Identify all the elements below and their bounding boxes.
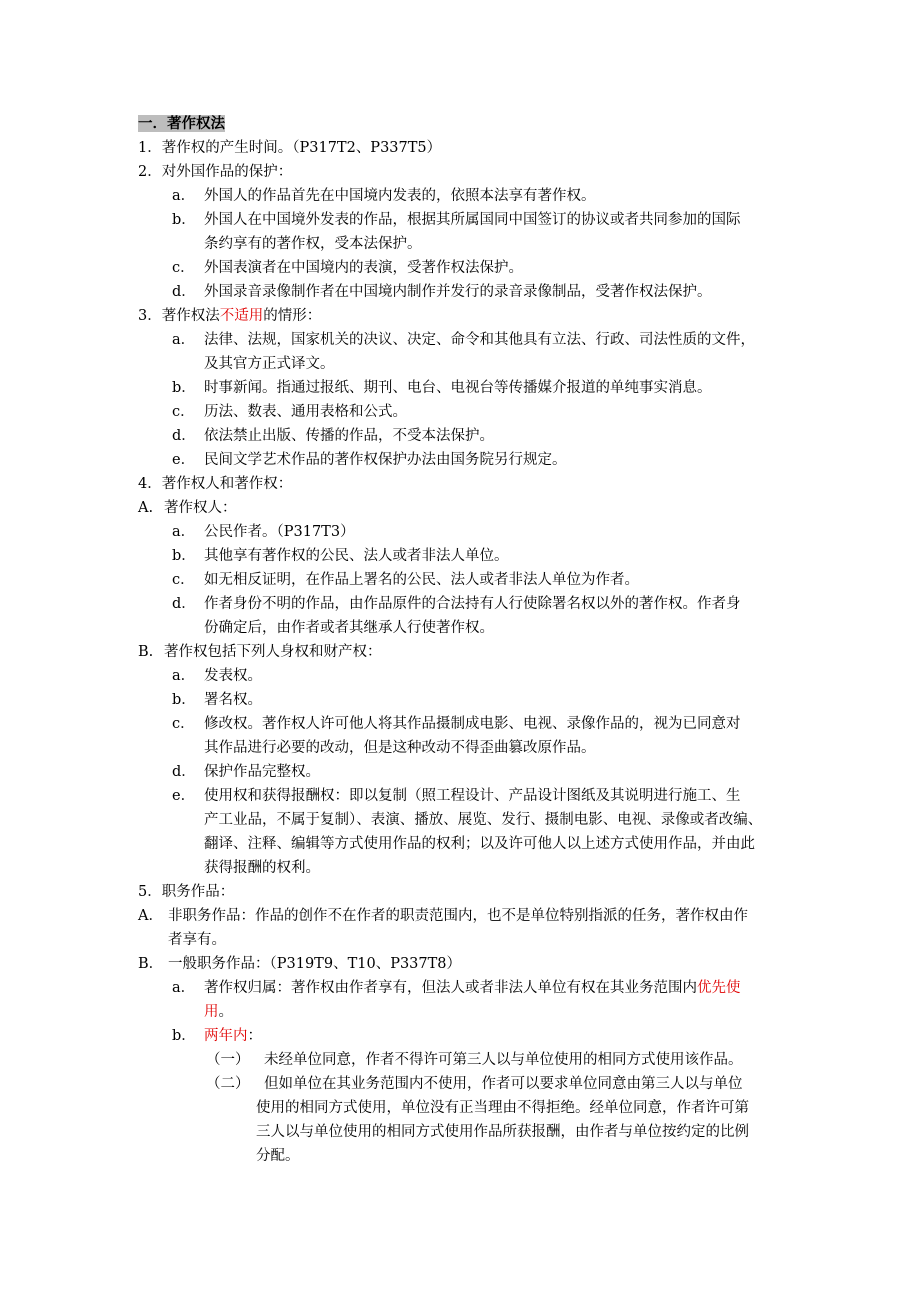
item-2a: a． 外国人的作品首先在中国境内发表的，依照本法享有著作权。 (172, 188, 596, 204)
item-2d: d． 外国录音录像制作者在中国境内制作并发行的录音录像制品，受著作权法保护。 (172, 284, 712, 300)
item-4Ac: c． 如无相反证明，在作品上署名的公民、法人或者非法人单位为作者。 (172, 572, 639, 588)
item-4Bd: d． 保护作品完整权。 (172, 764, 320, 780)
item-4Ba: a． 发表权。 (172, 668, 262, 684)
item-5A-cont: 者享有。 (168, 932, 226, 948)
item-3: 3．著作权法不适用的情形： (138, 308, 322, 324)
item-4Ad: d． 作者身份不明的作品，由作品原件的合法持有人行使除署名权以外的著作权。作者身 (172, 596, 741, 612)
item-2: 2．对外国作品的保护： (138, 164, 293, 180)
item-5A: A． 非职务作品：作品的创作不在作者的职责范围内，也不是单位特别指派的任务，著作权由作 (138, 908, 748, 924)
item-5Ba: a． 著作权归属：著作权由作者享有，但法人或者非法人单位有权在其业务范围内优先使 (172, 980, 741, 996)
item-4Bb: b． 署名权。 (172, 692, 262, 708)
item-5Bb-2-cont3: 分配。 (256, 1148, 300, 1164)
item-4Be-cont3: 获得报酬的权利。 (204, 860, 320, 876)
item-2b-cont: 条约享有的著作权，受本法保护。 (204, 236, 422, 252)
item-2b: b． 外国人在中国境外发表的作品，根据其所属国同中国签订的协议或者共同参加的国际 (172, 212, 741, 228)
item-1: 1．著作权的产生时间。（P317T2、P337T5） (138, 140, 442, 156)
item-5Bb-2-cont1: 使用的相同方式使用，单位没有正当理由不得拒绝。经单位同意，作者许可第 (256, 1100, 749, 1116)
item-4Ab: b． 其他享有著作权的公民、法人或者非法人单位。 (172, 548, 509, 564)
item-5: 5．职务作品： (138, 884, 235, 900)
item-3b: b． 时事新闻。指通过报纸、期刊、电台、电视台等传播媒介报道的单纯事实消息。 (172, 380, 712, 396)
item-3e: e． 民间文学艺术作品的著作权保护办法由国务院另行规定。 (172, 452, 567, 468)
item-4: 4．著作权人和著作权： (138, 476, 293, 492)
item-5Bb: b． 两年内： (172, 1028, 262, 1044)
item-3d: d． 依法禁止出版、传播的作品，不受本法保护。 (172, 428, 494, 444)
item-5Bb-2-cont2: 三人以与单位使用的相同方式使用作品所获报酬，由作者与单位按约定的比例 (256, 1124, 749, 1140)
item-4Bc-cont: 其作品进行必要的改动，但是这种改动不得歪曲篡改原作品。 (204, 740, 596, 756)
item-4A: A. 著作权人： (138, 500, 237, 516)
item-5B: B． 一般职务作品：（P319T9、T10、P337T8） (138, 956, 462, 972)
item-4Ad-cont: 份确定后，由作者或者其继承人行使著作权。 (204, 620, 494, 636)
item-5Bb-1: （一） 未经单位同意，作者不得许可第三人以与单位使用的相同方式使用该作品。 (206, 1052, 743, 1068)
item-3a-cont: 及其官方正式译文。 (204, 356, 335, 372)
item-3c: c． 历法、数表、通用表格和公式。 (172, 404, 407, 420)
item-4Be: e． 使用权和获得报酬权：即以复制（照工程设计、产品设计图纸及其说明进行施工、生 (172, 788, 741, 804)
item-5Ba-cont: 用。 (204, 1004, 233, 1020)
item-5Bb-2: （二） 但如单位在其业务范围内不使用，作者可以要求单位同意由第三人以与单位 (206, 1076, 743, 1092)
item-4Bc: c． 修改权。著作权人许可他人将其作品摄制成电影、电视、录像作品的，视为已同意对 (172, 716, 741, 732)
item-4Be-cont1: 产工业品，不属于复制）、表演、播放、展览、发行、摄制电影、电视、录像或者改编、 (204, 812, 763, 828)
item-4Be-cont2: 翻译、注释、编辑等方式使用作品的权利；以及许可他人以上述方式使用作品，并由此 (204, 836, 755, 852)
item-3a: a． 法律、法规，国家机关的决议、决定、命令和其他具有立法、行政、司法性质的文件， (172, 332, 755, 348)
item-4Aa: a． 公民作者。（P317T3） (172, 524, 355, 540)
section-heading: 一．著作权法 (138, 115, 225, 132)
item-2c: c． 外国表演者在中国境内的表演，受著作权法保护。 (172, 260, 523, 276)
item-4B: B. 著作权包括下列人身权和财产权： (138, 644, 382, 660)
